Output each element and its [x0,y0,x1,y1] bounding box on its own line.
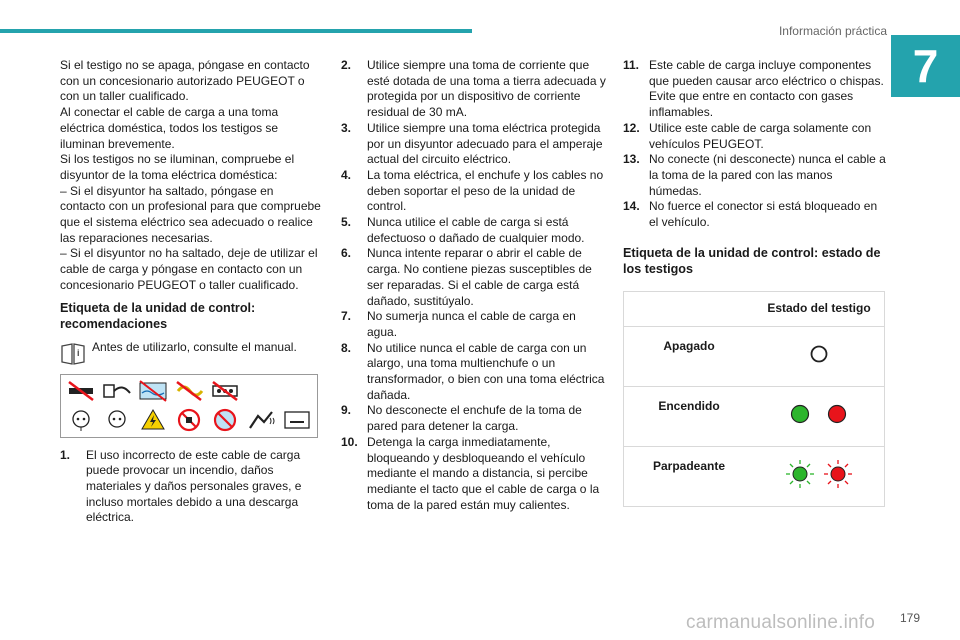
earth-socket-icon [64,407,98,434]
list-item [623,121,888,152]
electric-hazard-icon [136,407,170,434]
item-text: Este cable de carga incluye componentes que pueden causar arco eléctrico o chispas. Evite que entre en contacto con gases inflamables. [649,58,884,120]
item-text: No conecte (ni desconecte) nunca el cable a la toma de la pared con las manos húmedas. [649,152,886,198]
indicator-cell [754,386,885,446]
recommendations-list [341,58,607,513]
manual-book-icon [60,340,86,366]
item-text: Nunca utilice el cable de carga si está defectuoso o dañado de cualquier modo. [367,215,585,245]
list-item [623,58,888,121]
item-number: 10. [341,434,358,449]
item-text: No utilice nunca el cable de carga con un alargo, una toma multienchufe o un transformador, o bien con una toma eléctrica dañada. [367,340,605,402]
list-item [341,435,607,514]
list-item [341,309,607,340]
table-row [624,386,885,446]
paragraph: Al conectar el cable de carga a una toma eléctrica doméstica, todos los testigos se iluminan brevemente. [60,105,279,151]
state-label: Encendido [624,386,755,446]
item-text: No desconecte el enchufe de la toma de pared para detener la carga. [367,403,582,434]
svg-text:i: i [77,347,80,358]
table-header-row [624,291,885,326]
recommendations-list [623,58,888,231]
list-item [341,341,607,404]
no-multi-socket-icon [208,378,242,405]
list-item [60,448,322,527]
table-row [624,326,885,386]
state-label: Apagado [624,326,755,386]
status-table [623,291,885,507]
item-text: No sumerja nunca el cable de carga en agua. [367,309,576,339]
warning-label-panel [60,374,318,438]
item-text: Utilice siempre una toma de corriente que esté dotada de una toma a tierra adecuada y protegida por un dispositivo de corriente residual de 30 mA. [367,58,606,120]
section-heading: Etiqueta de la unidad de control: recomendaciones [60,300,256,331]
wet-hands-icon [280,407,314,434]
indicator-cell [754,446,885,506]
paragraph: Si los testigos no se iluminan, compruebe el disyuntor de la toma eléctrica doméstica: [60,152,295,182]
item-number: 13. [623,152,640,167]
column-1 [60,58,322,526]
item-number: 6. [341,246,352,261]
table-row [624,446,885,506]
blinking-lights-icon [782,458,856,490]
off-light-icon [809,344,829,364]
item-text: Detenga la carga inmediatamente, bloqueando y desbloqueando el vehículo mediante el mando a distancia, si percibe mediante el tacto que el cable de carga o la toma de la pared están muy calientes. [367,434,600,512]
no-adapter-icon [172,378,206,405]
paragraph: – Si el disyuntor no ha saltado, deje de utilizar el cable de carga y póngase en contacto con un concesionario PEUGEOT o taller cualificado. [60,246,318,292]
item-number: 1. [60,447,71,462]
item-text: La toma eléctrica, el enchufe y los cables no deben soportar el peso de la unidad de control. [367,167,604,214]
empty-header-cell [624,291,755,326]
watermark: carmanualsonline.info [686,612,876,633]
item-number: 8. [341,340,352,355]
manual-note [60,340,322,366]
indicator-cell [754,326,885,386]
paragraph: Si el testigo no se apaga, póngase en contacto con un concesionario autorizado PEUGEOT o con un taller cualificado. [60,58,310,104]
plug-cable-icon [100,378,134,405]
blank-icon [244,378,278,405]
item-text: Utilice siempre una toma eléctrica protegida por un disyuntor adecuado para el amperaje actual del circuito eléctrico. [367,120,603,167]
list-item [341,121,607,168]
list-item [341,403,607,434]
item-number: 2. [341,58,352,72]
state-label: Parpadeante [624,446,755,506]
column-3 [623,58,888,507]
on-lights-icon [787,403,851,425]
list-item [341,58,607,121]
blank-icon [280,378,314,405]
note-text: Antes de utilizarlo, consulte el manual. [92,339,297,354]
item-text: Utilice este cable de carga solamente con vehículos PEUGEOT. [649,120,872,151]
column-2 [341,58,607,513]
item-number: 7. [341,309,352,324]
section-heading: Etiqueta de la unidad de control: estado de los testigos [623,245,881,276]
item-number: 4. [341,167,352,182]
table-header: Estado del testigo [754,291,885,326]
header-accent-bar [0,29,472,33]
item-text: Nunca intente reparar o abrir el cable de carga. No contiene piezas susceptibles de ser reparadas. Si el cable de carga está dañado, sustitúyalo. [367,246,592,308]
paragraph: – Si el disyuntor ha saltado, póngase en contacto con un profesional para que compruebe que el sistema eléctrico sea adecuado o realice las reparaciones necesarias. [60,183,321,245]
item-number: 3. [341,120,352,135]
list-item [623,152,888,199]
item-number: 11. [623,58,640,72]
item-text: No fuerce el conector si está bloqueado en el vehículo. [649,199,878,230]
section-title: Información práctica [778,24,887,38]
chapter-number-tab: 7 [891,35,960,97]
item-number: 5. [341,215,352,230]
hot-surface-icon [244,407,278,434]
list-item [341,215,607,246]
item-text: El uso incorrecto de este cable de carga puede provocar un incendio, daños materiales y daños personales graves, e incluso mortales debido a una descarga eléctrica. [86,447,302,525]
list-item [341,168,607,215]
item-number: 9. [341,403,352,418]
breaker-socket-icon [100,407,134,434]
no-immerse-icon [208,407,242,434]
no-extension-cable-icon [64,378,98,405]
no-open-icon [172,407,206,434]
page-number: 179 [899,611,920,625]
no-water-icon [136,378,170,405]
item-number: 12. [623,120,640,135]
list-item [623,199,888,230]
list-item [341,246,607,309]
item-number: 14. [623,199,640,214]
